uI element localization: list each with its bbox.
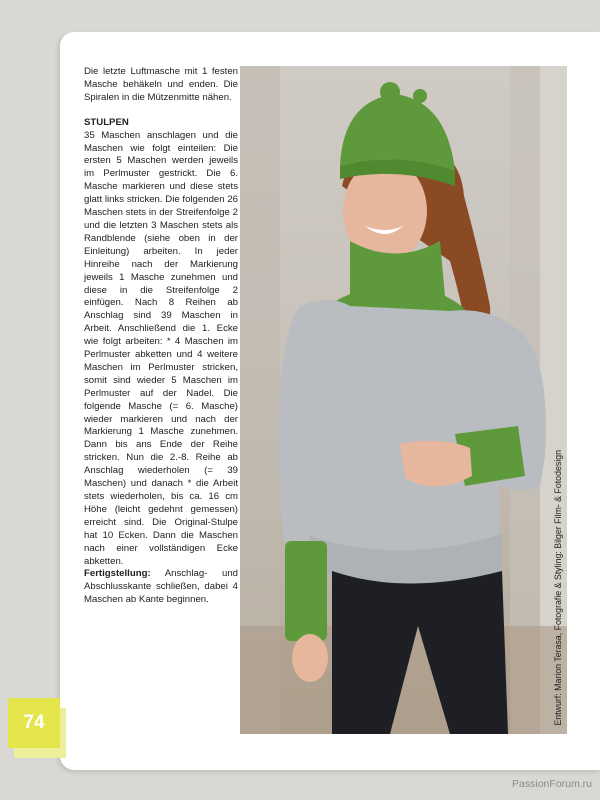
section-heading: STULPEN — [84, 116, 129, 128]
instructions-body: 35 Maschen anschlagen und die Maschen wie folgt einteilen: Die ersten 5 Maschen werden jeweils im Perlmuster gestrickt. Die 6. Masche markieren und diese stets glatt links stricken. Die folgenden 26 Maschen stets in der Streifenfolge 2 und die letzten 3 Maschen stets als Randblende (siehe oben in der Einleitung) arbeiten. In jeder Hinreihe nach der Markierung jeweils 1 Masche zunehmen und diese in die Streifenfolge 2 einfügen. Nach 8 Reihen ab Anschlag sind 39 Maschen in Arbeit. Anschließend die 1. Ecke wie folgt arbeiten: * 4 Maschen im Perlmuster abketten und 4 weitere Maschen im Perlmuster stricken, somit sind wieder 5 Maschen im Perlmuster auf der Nadel. Die folgende Masche (= 6. Masche) wieder markieren und nach der Markierung 1 Masche zunehmen. Dann bis ans Ende der Reihe stricken. Nun die 2.-8. Reihe ab Anschlag wiederholen (= 39 Maschen) und danach * die Arbeit stets wiederholen, bis ca. 16 cm Höhe (leicht gedehnt gemessen) erreicht sind. Die Original-Stulpe hat 10 Ecken. Dann die Maschen nach einer vollständigen Ecke abketten. — [84, 129, 238, 567]
page-number-badge: 74 — [8, 698, 60, 748]
finishing-paragraph — [84, 568, 238, 607]
model-illustration — [240, 66, 567, 734]
finishing-text: Anschlag- und Abschlusskante schließen, dabei 4 Maschen ab Kante beginnen. — [84, 568, 238, 606]
photo-credit: Entwurf: Marion Terasa, Fotografie & Styling: Bilger Film- & Fotodesign — [553, 450, 563, 726]
watermark-text: PassionForum.ru — [512, 778, 592, 790]
finishing-label: Fertigstellung: — [84, 568, 151, 580]
model-photo — [240, 66, 567, 734]
instructions-column — [84, 66, 238, 607]
intro-paragraph: Die letzte Luftmasche mit 1 festen Masche behäkeln und enden. Die Spiralen in die Mützenmitte nähen. — [84, 66, 238, 103]
